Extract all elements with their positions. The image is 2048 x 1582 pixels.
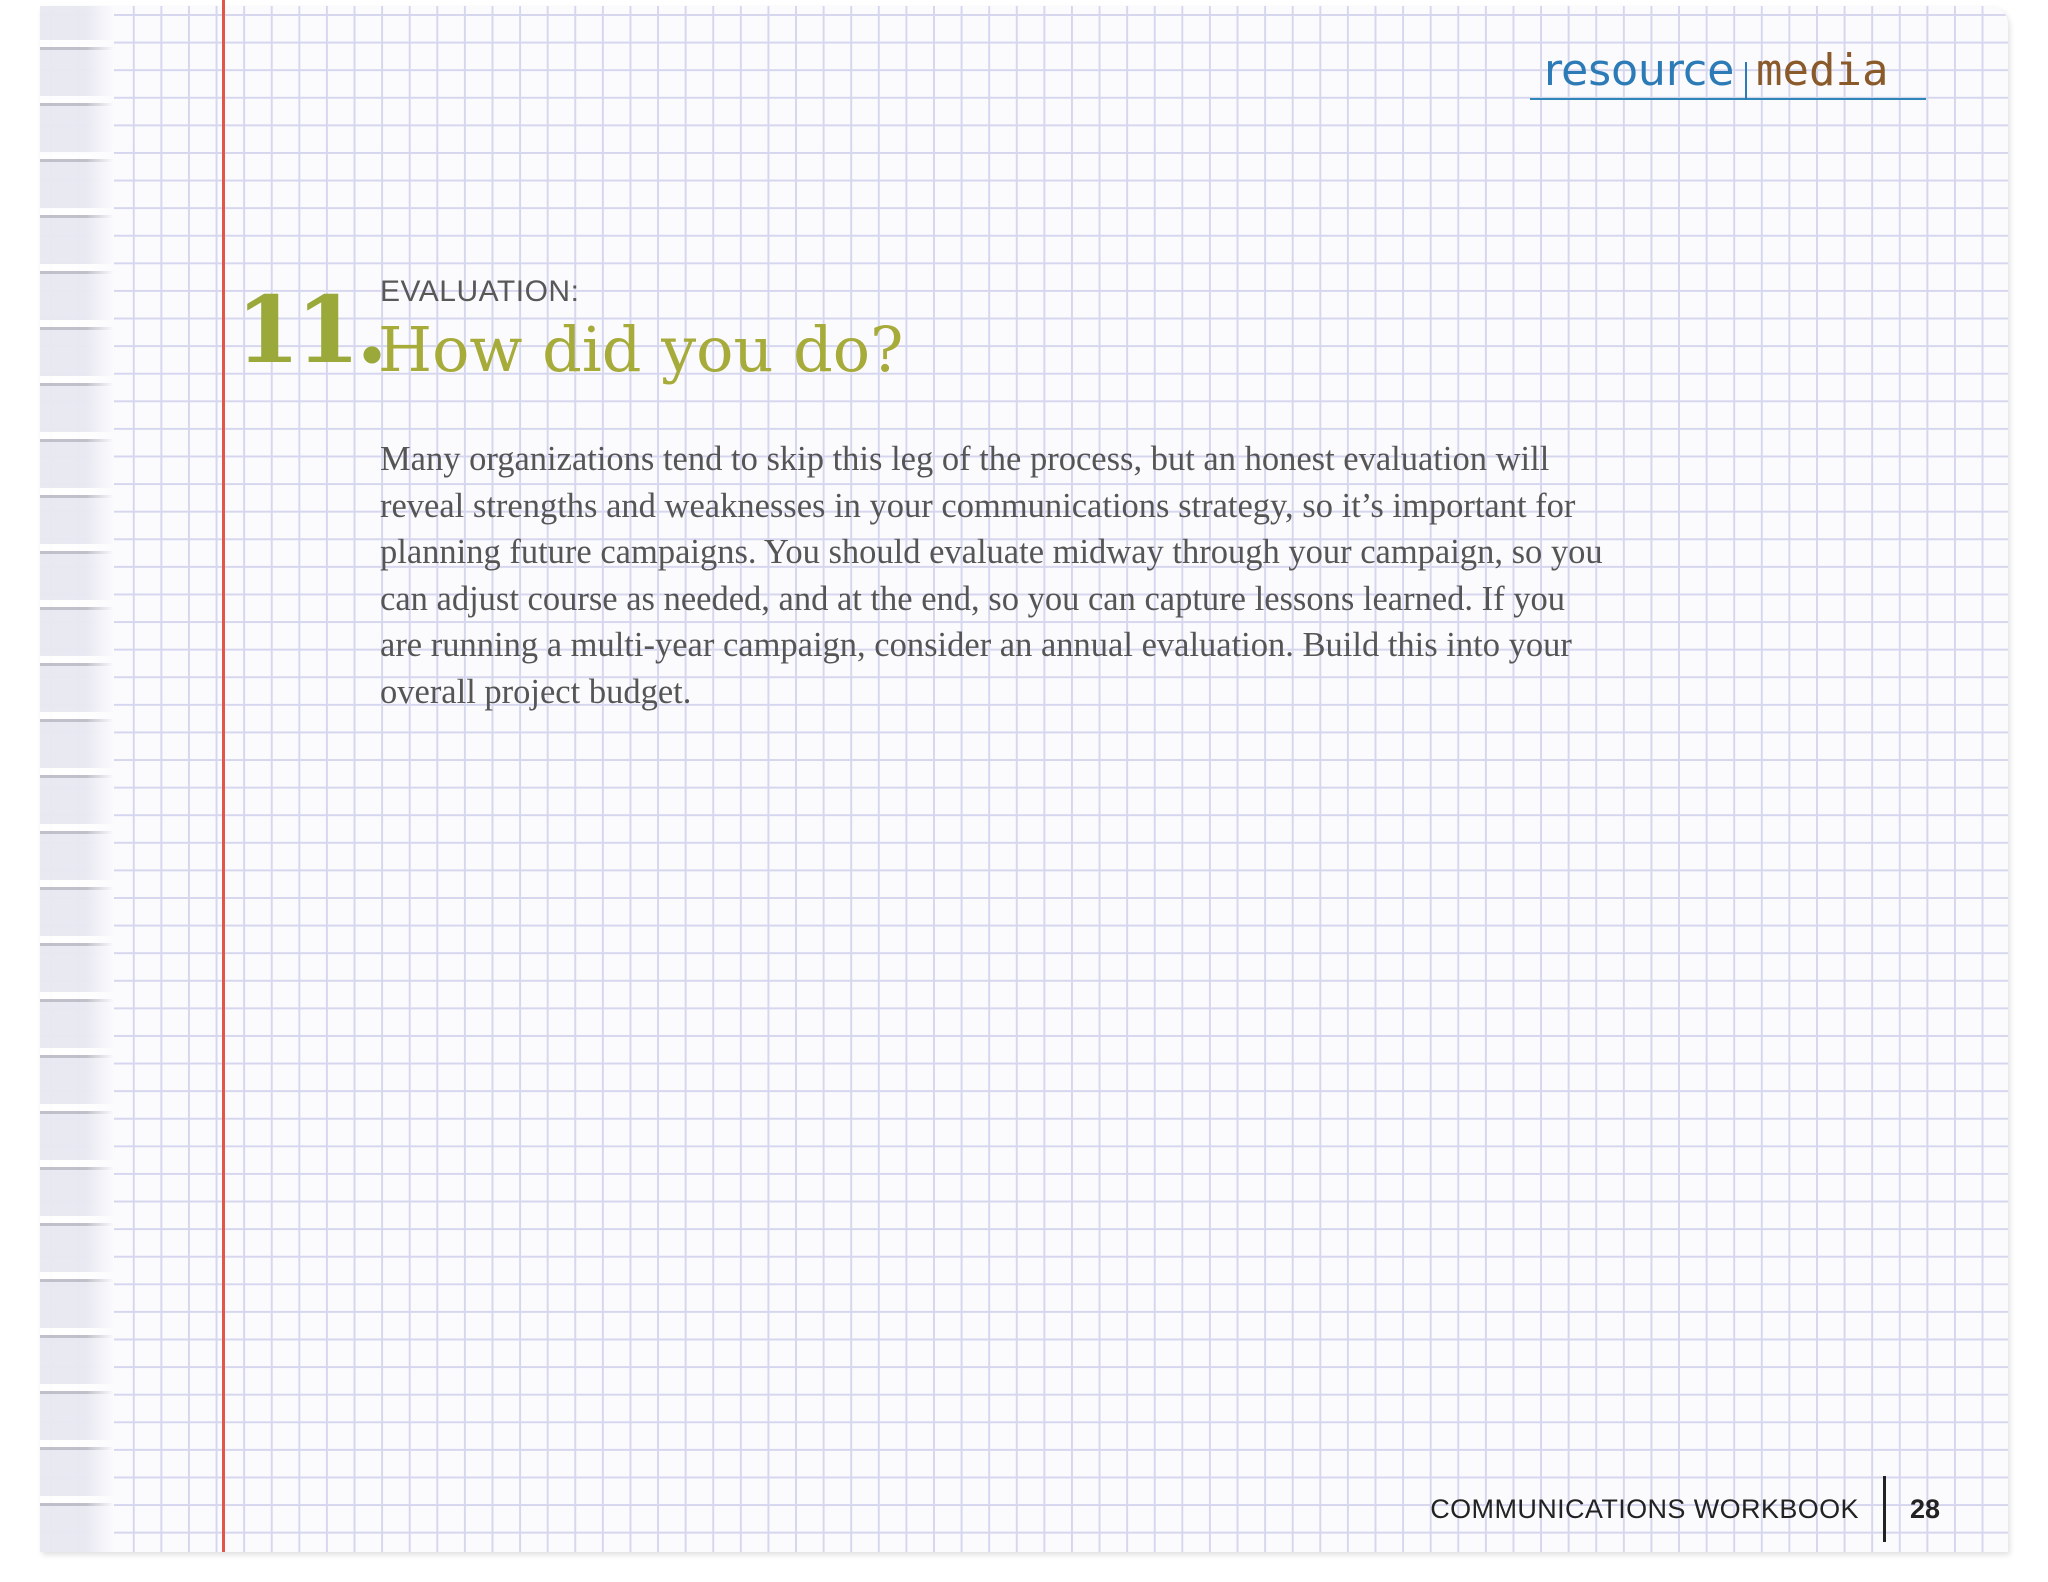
- footer-divider: [1883, 1476, 1886, 1542]
- page-title: How did you do?: [378, 313, 904, 386]
- logo-resource-word: resource: [1544, 45, 1735, 96]
- body-line: planning future campaigns. You should evaluate midway through your campaign, so you: [380, 533, 1603, 572]
- resource-media-logo: [1530, 44, 1926, 100]
- body-line: are running a multi-year campaign, consider an annual evaluation. Build this into your: [380, 626, 1572, 665]
- page-number: 28: [1909, 1493, 1940, 1524]
- body-line: overall project budget.: [380, 672, 692, 711]
- section-eyebrow: EVALUATION:: [380, 275, 580, 308]
- section-number: 11.: [236, 276, 385, 384]
- body-line: Many organizations tend to skip this leg of the process, but an honest evaluation will: [380, 440, 1550, 478]
- footer-workbook-label: COMMUNICATIONS WORKBOOK: [1430, 1493, 1859, 1524]
- page-footer: [1430, 1476, 1940, 1542]
- body-line: reveal strengths and weaknesses in your communications strategy, so it’s important for: [380, 486, 1576, 525]
- body-paragraph: [380, 436, 1850, 716]
- body-line: can adjust course as needed, and at the end, so you can capture lessons learned. If you: [380, 579, 1566, 618]
- logo-media-word: media: [1756, 45, 1889, 96]
- perforated-edge-fade: [86, 6, 114, 1552]
- logo-divider: [1745, 62, 1747, 100]
- red-margin-line: [222, 0, 225, 1552]
- notebook-page: [40, 6, 2008, 1552]
